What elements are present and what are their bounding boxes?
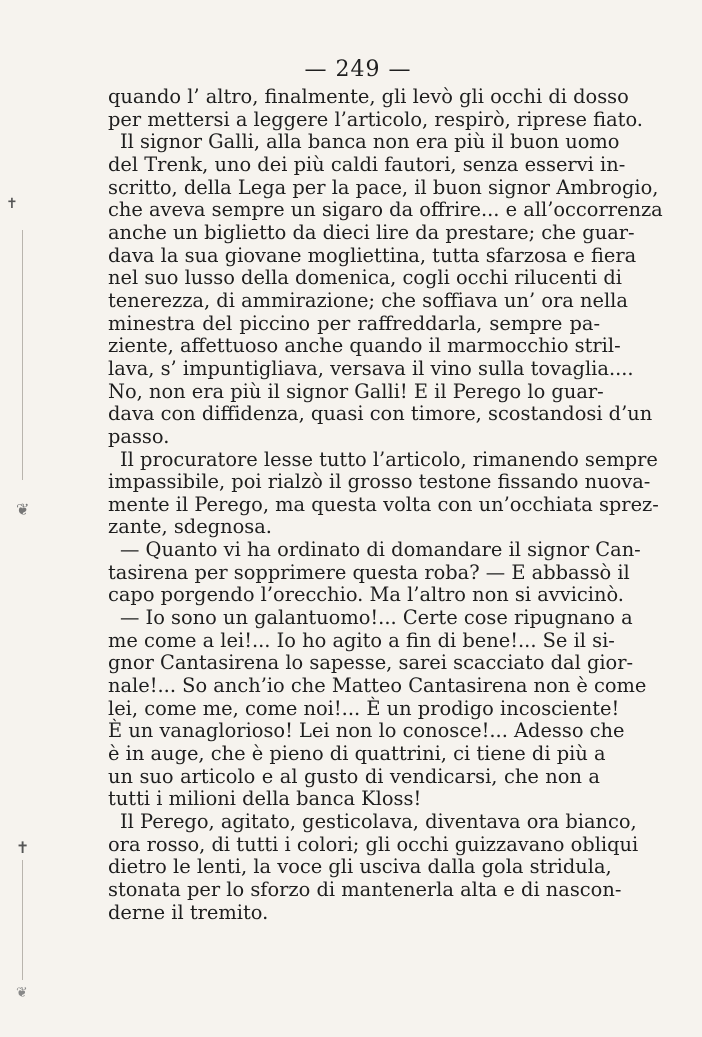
text-line: anche un biglietto da dieci lire da prestare; che guar- — [108, 220, 635, 244]
text-line: impassibile, poi rialzò il grosso testone fissando nuova- — [108, 470, 651, 494]
text-line: dava la sua giovane mogliettina, tutta sfarzosa e fiera — [108, 243, 637, 267]
text-line: dava con diffidenza, quasi con timore, scostandosi d’un — [108, 402, 653, 426]
text-line: derne il tremito. — [108, 900, 269, 924]
text-line: dietro le lenti, la voce gli usciva dalla gola stridula, — [108, 855, 612, 879]
text-line: tutti i milioni della banca Kloss! — [108, 787, 422, 811]
text-line: nel suo lusso della domenica, cogli occhi rilucenti di — [108, 266, 622, 290]
margin-ornament-icon: ❦ — [16, 985, 28, 1001]
text-line: un suo articolo e al gusto di vendicarsi, che non a — [108, 764, 600, 788]
text-line: mente il Perego, ma questa volta con un’occhiata sprez- — [108, 492, 659, 516]
text-line: del Trenk, uno dei più caldi fautori, senza esservi in- — [108, 152, 626, 176]
body-text — [108, 85, 663, 924]
text-line: È un vanaglorioso! Lei non lo conosce!... Adesso che — [108, 719, 625, 743]
text-line: ora rosso, di tutti i colori; gli occhi guizzavano obliqui — [108, 832, 639, 856]
text-line: stonata per lo sforzo di mantenerla alta e di nascon- — [108, 877, 622, 901]
text-line: No, non era più il signor Galli! E il Perego lo guar- — [108, 379, 604, 403]
text-line: lei, come me, come noi!... È un prodigo incosciente! — [108, 696, 620, 720]
text-line: passo. — [108, 424, 170, 448]
text-line: Il Perego, agitato, gesticolava, diventava ora bianco, — [120, 810, 637, 833]
text-line: Il signor Galli, alla banca non era più il buon uomo — [120, 130, 620, 154]
text-line: — Io sono un galantuomo!... Certe cose ripugnano a — [120, 606, 633, 630]
text-line: zante, sdegnosa. — [108, 515, 272, 539]
margin-cross-mark-icon: ✝ — [6, 196, 18, 212]
text-line: Il procuratore lesse tutto l’articolo, rimanendo sempre — [120, 447, 658, 471]
text-line: capo porgendo l’orecchio. Ma l’altro non si avvicinò. — [108, 583, 624, 607]
text-line: quando l’ altro, finalmente, gli levò gli occhi di dosso — [108, 85, 629, 108]
margin-rule — [22, 230, 23, 480]
text-line: lava, s’ impuntigliava, versava il vino sulla tovaglia.... — [108, 356, 634, 380]
text-line: minestra del piccino per raffreddarla, sempre pa- — [108, 311, 600, 335]
text-line: è in auge, che è pieno di quattrini, ci tiene di più a — [108, 742, 606, 766]
text-line: tasirena per sopprimere questa roba? — E abbassò il — [108, 560, 630, 584]
text-line: nale!... So anch’io che Matteo Cantasirena non è come — [108, 674, 647, 698]
text-line: — Quanto vi ha ordinato di domandare il signor Can- — [120, 538, 641, 562]
margin-cross-mark-icon: ✝ — [16, 838, 30, 857]
text-line: tenerezza, di ammirazione; che soffiava un’ ora nella — [108, 288, 628, 312]
page-number: — 249 — — [304, 57, 412, 82]
text-line: me come a lei!... Io ho agito a fin di bene!... Se il si- — [108, 628, 615, 652]
text-line: ziente, affettuoso anche quando il marmocchio stril- — [108, 334, 621, 358]
margin-ornament-icon: ❦ — [16, 500, 30, 519]
text-line: scritto, della Lega per la pace, il buon signor Ambrogio, — [108, 175, 659, 199]
margin-rule — [22, 860, 23, 980]
text-line: che aveva sempre un sigaro da offrire... e all’occorrenza — [108, 198, 663, 222]
text-line: gnor Cantasirena lo sapesse, sarei scacciato dal gior- — [108, 651, 634, 675]
text-line: per mettersi a leggere l’articolo, respirò, riprese fiato. — [108, 107, 643, 131]
